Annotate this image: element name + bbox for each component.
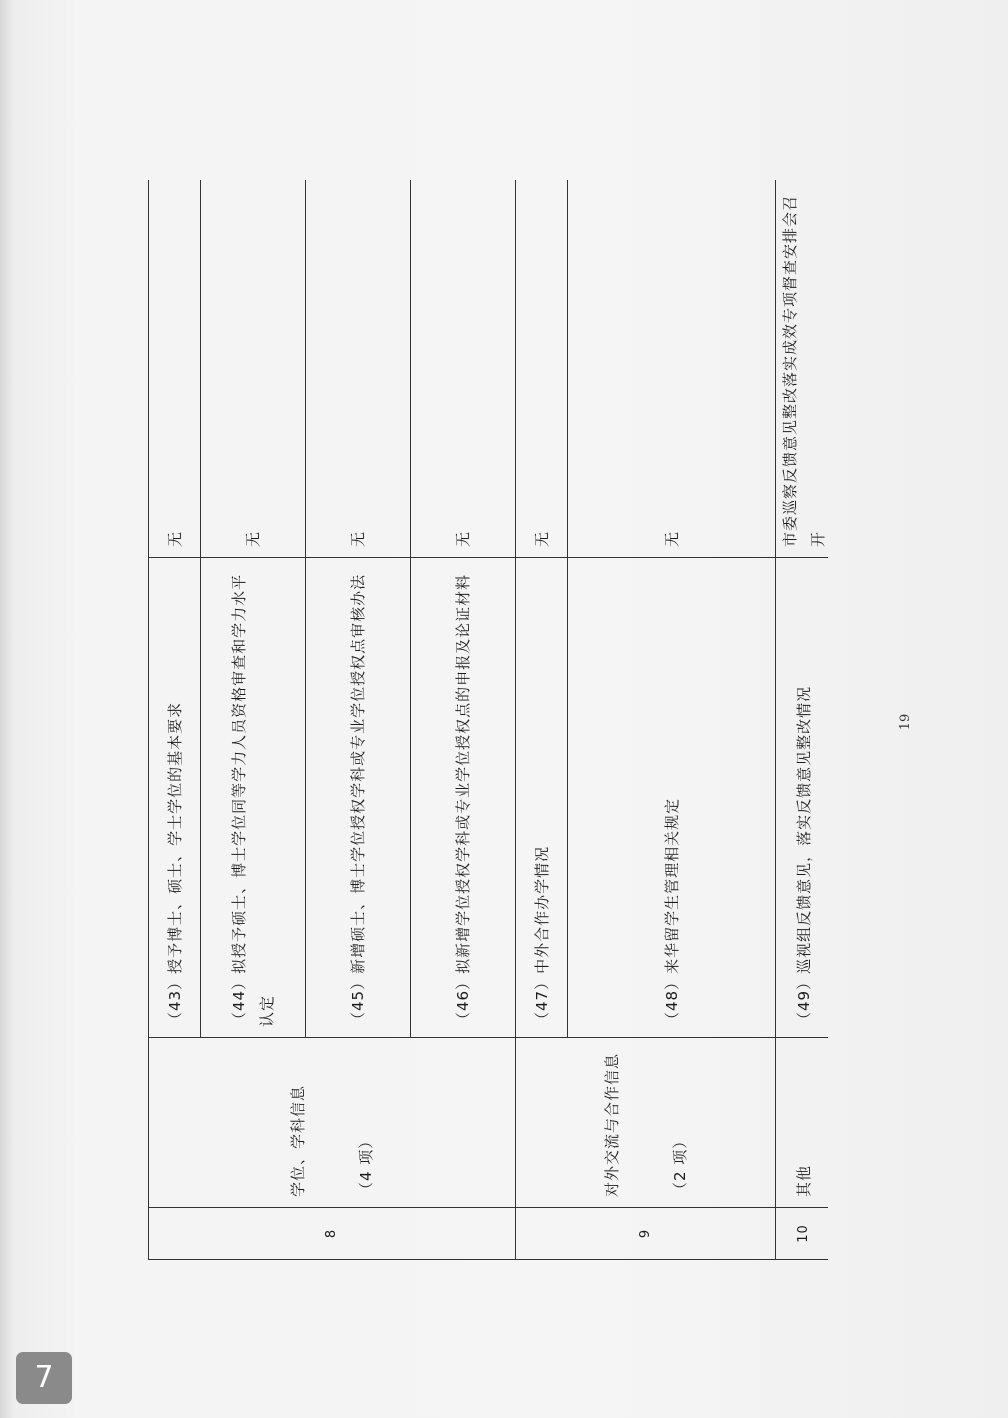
- row-number: 8: [149, 1208, 516, 1260]
- table-row: [149, 180, 201, 1260]
- note-cell: 无: [149, 180, 201, 558]
- table-container: [148, 180, 828, 1260]
- page-count-badge[interactable]: 7: [16, 1352, 72, 1404]
- category-cell: [149, 1038, 516, 1208]
- table-row: [776, 180, 829, 1260]
- item-cell: （47）中外合作办学情况: [516, 558, 568, 1038]
- category-count: （4 项）: [357, 1132, 375, 1197]
- row-number: 9: [516, 1208, 776, 1260]
- item-cell: （44）拟授予硕士、博士学位同等学力人员资格审查和学力水平认定: [201, 558, 306, 1038]
- note-cell: 市委巡察反馈意见整改落实成效专项督查安排会召开: [776, 180, 829, 558]
- category-count: （2 项）: [670, 1132, 689, 1197]
- page-edge-shadow: [0, 0, 14, 1418]
- category-cell: 其他: [776, 1038, 829, 1208]
- item-cell: （48）来华留学生管理相关规定: [568, 558, 776, 1038]
- disclosure-table: [148, 180, 828, 1260]
- note-cell: 无: [516, 180, 568, 558]
- table-row: [516, 180, 568, 1260]
- note-cell: 无: [568, 180, 776, 558]
- note-cell: 无: [306, 180, 411, 558]
- category-label: 对外交流与合作信息: [602, 1052, 621, 1197]
- category-cell: [516, 1038, 776, 1208]
- row-number: 10: [776, 1208, 829, 1260]
- note-cell: 无: [201, 180, 306, 558]
- note-cell: 无: [411, 180, 516, 558]
- page-number: 19: [898, 713, 913, 731]
- category-label: 学位、学科信息: [289, 1084, 307, 1197]
- rotated-table-frame: [148, 180, 828, 1260]
- item-cell: （43）授予博士、硕士、学士学位的基本要求: [149, 558, 201, 1038]
- item-cell: （45）新增硕士、博士学位授权学科或专业学位授权点审核办法: [306, 558, 411, 1038]
- item-cell: （49）巡视组反馈意见，落实反馈意见整改情况: [776, 558, 829, 1038]
- item-cell: （46）拟新增学位授权学科或专业学位授权点的申报及论证材料: [411, 558, 516, 1038]
